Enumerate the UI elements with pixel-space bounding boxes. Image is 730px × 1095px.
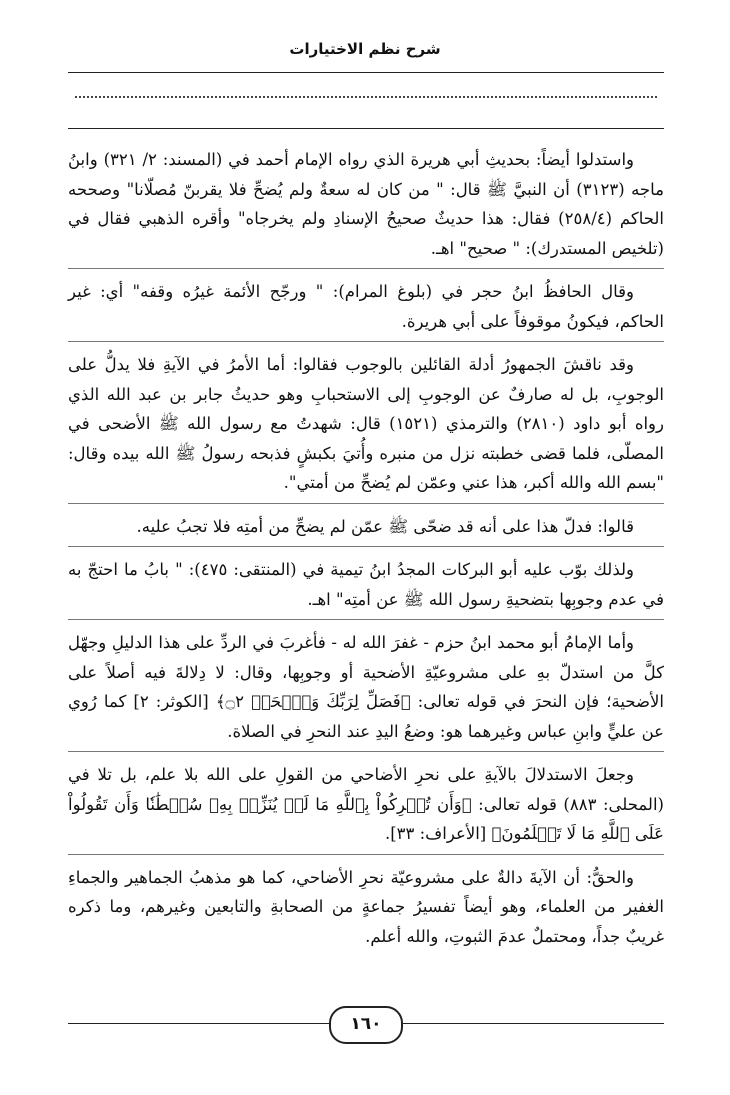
paragraph: واستدلوا أيضاً: بحديثِ أبي هريرة الذي رواه الإمام أحمد في (المسند: ٢/ ٣٢١) وابنُ ماجه (٣١٢٣) أن النبيَّ ﷺ قال: " من كان له سعةٌ ولم يُضحِّ فلا يقربنّ مُصلّانا" وصححه الحاكم (٢٥٨/٤) فقال: هذا حديثٌ صحيحُ الإسنادِ ولم يخرجاه" وأقره الذهبي فقال في (تلخيص المستدرك): " صحيح" اهـ. [68,150,664,258]
dotted-separator [75,96,657,98]
paragraph: وقد ناقشَ الجمهورُ أدلة القائلين بالوجوب فقالوا: أما الأمرُ في الآيةِ فلا يدلُّ على الوجوبِ، بل له صارفٌ عن الوجوبِ إلى الاستحبابِ وهو حديثُ جابر بن عبد الله الذي رواه أبو داود (٢٨١٠) والترمذي (١٥٢١) قال: شهدتُ مع رسول الله ﷺ الأضحى في المصلّى، فلما قضى خطبته نزل من منبره وأُتيَ بكبشٍ فذبحه رسولُ ﷺ الله بيده وقال: "بسم الله والله أكبر، هذا عني وعمّن لم يُضحِّ من أمتي". [68,341,664,501]
running-title: شرح نظم الاختيارات [289,40,441,58]
paragraph: وأما الإمامُ أبو محمد ابنُ حزم - غفرَ الله له - فأغربَ في الردِّ على هذا الدليلِ وجهّل كلَّ من استدلّ بهِ على مشروعيّةِ الأضحية أو وجوبِها، وقال: لا دِلالةَ فيه أصلاً على الأضحية؛ فإن النحرَ في قوله تعالى: ﴿فَصَلِّ لِرَبِّكَ وَٱنۡحَرۡ ۝٢﴾ [الكوثر: ٢] كما رُوي عن عليٍّ وابنِ عباس وغيرهما هو: وضعُ اليدِ عند النحرِ في الصلاة. [68,619,664,749]
page-number: ١٦٠ [329,1006,403,1044]
paragraph: والحقُّ: أن الآيةَ دالةٌ على مشروعيّة نحرِ الأضاحي، كما هو مذهبُ الجماهير والجماءِ الغفير من العلماء، وهو أيضاً تفسيرُ جماعةٍ من الصحابةِ والتابعين وغيرهم، وما ذكره غريبٌ جداً، ومحتملٌ عدمَ الثبوتِ، والله أعلم. [68,854,664,955]
paragraph: وجعلَ الاستدلالَ بالآيةِ على نحرِ الأضاحي من القولِ على الله بلا علم، بل تلا في (المحلى: ٨٨٣) قوله تعالى: ﴿وَأَن تُشۡرِكُواْ بِٱللَّهِ مَا لَمۡ يُنَزِّلۡ بِهِۦ سُلۡطَٰنٗا وَأَن تَقُولُواْ عَلَى ٱللَّهِ مَا لَا تَعۡلَمُونَ﴾ [الأعراف: ٣٣]. [68,751,664,852]
paragraph: وقال الحافظُ ابنُ حجر في (بلوغ المرام): " ورجّح الأئمة غيرُه وقفه" أي: غير الحاكم، فيكونُ موقوفاً على أبي هريرة. [68,268,664,339]
paragraph: قالوا: فدلّ هذا على أنه قد ضحّى ﷺ عمّن لم يضحِّ من أمتِه فلا تجبُ عليه. [68,503,664,545]
page-body [68,145,664,954]
body-top-rule [68,128,664,129]
header-rule [68,72,664,73]
paragraph: ولذلك بوّب عليه أبو البركات المجدُ ابنُ تيمية في (المنتقى: ٤٧٥): " بابُ ما احتجّ به في عدم وجوبِها بتضحيةِ رسول الله ﷺ عن أمتِه" اهـ. [68,546,664,617]
